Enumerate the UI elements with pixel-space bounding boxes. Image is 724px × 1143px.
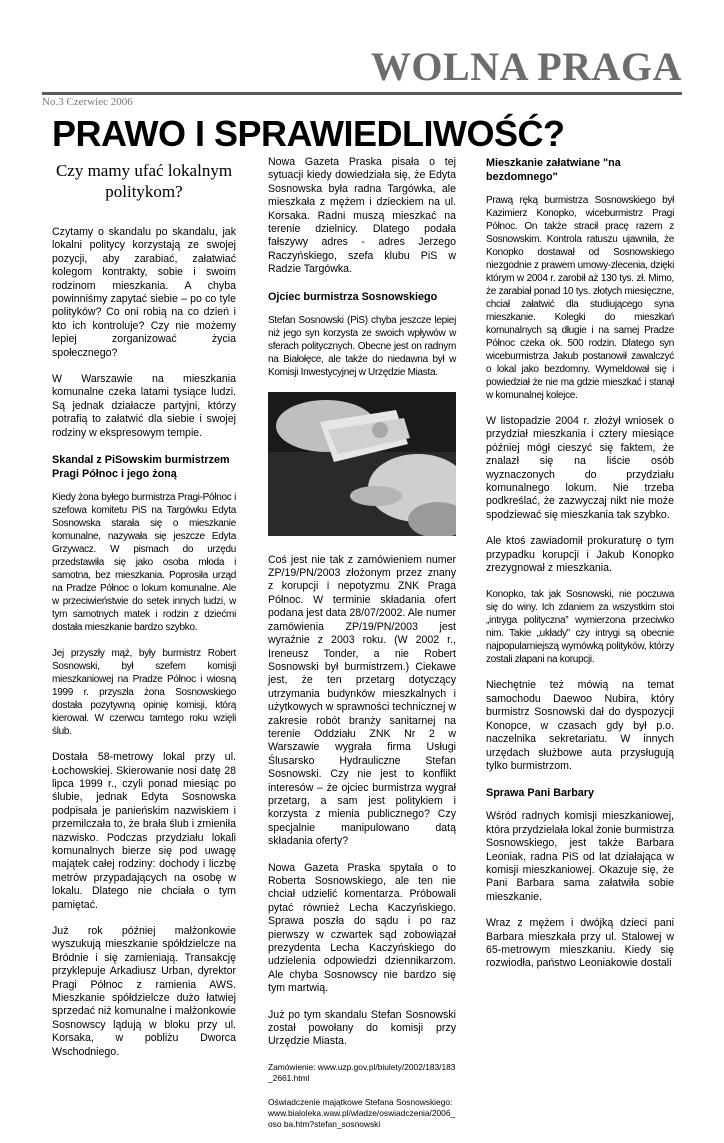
- paragraph: Ale ktoś zawiadomił prokuraturę o tym przypadku korupcji i Jakub Konopko zrezygnował z mieszkania.: [486, 535, 674, 575]
- column-1: [52, 160, 236, 1072]
- paragraph: W Warszawie na mieszkania komunalne czeka latami tysiące ludzi. Są jednak działacze partyjni, którzy potrafią to załatwić dla siebie i swojej rodziny w ekspresowym tempie.: [52, 373, 236, 439]
- fingers: [350, 486, 402, 506]
- masthead-rule: [42, 92, 682, 95]
- paragraph: Jej przyszły mąż, były burmistrz Robert Sosnowski, był szefem komisji mieszkaniowej na Pradze Północ i wiosną 1999 r. przyszła żona Sosnowskiego dostała pozytywną opinię komisji, którą kierował. W czerwcu tamtego roku wzięli ślub.: [52, 648, 236, 738]
- column-3: [486, 156, 674, 984]
- paragraph: Wraz z mężem i dwójką dzieci pani Barbara mieszkała przy ul. Stalowej w 65-metrowym mieszkaniu. Kiedy się rozwiodła, państwo Leoniakowie dostali: [486, 917, 674, 970]
- section-heading: Sprawa Pani Barbary: [486, 787, 595, 800]
- paragraph: Czytamy o skandalu po skandalu, jak lokalni politycy korzystają ze swojej pozycji, aby zarabiać, załatwiać kolegom kontrakty, sobie i swoim rodzinom mieszkania. A chyba powinniśmy zapytać siebie – po co tyle polityków? Co oni robią na co dzień i kto ich kontroluje? Czy nie możemy lepiej zorganizować życia społecznego?: [52, 226, 236, 359]
- paragraph: Już po tym skandalu Stefan Sosnowski został powołany do komisji przy Urzędzie Miasta.: [268, 1008, 456, 1048]
- kicker: Czy mamy ufać lokalnym politykom?: [55, 161, 233, 201]
- paragraph: Konopko, tak jak Sosnowski, nie poczuwa się do winy. Ich zdaniem za wszystkim stoi „intryga polityczna” wymierzona przeciwko nim. Takie „układy” czy intrygi są obecnie najpopularniejszą wymówką polityków, którzy zostali złapani na korupcji.: [486, 589, 674, 666]
- source-link: Oświadczenie majątkowe Stefana Sosnowskiego: www.bialoleka.waw.pl/wladze/oswiadczenia/2006_oso ba.htm?stefan_sosnowski: [268, 1096, 456, 1129]
- paragraph: Niechętnie też mówią na temat samochodu Daewoo Nubira, który burmistrz Sosnowski dał do dyspozycji Konopce, w czasach gdy był p.o. naczelnika sekretariatu. W innych urzędach służbowe auta przysługują tylko burmistrzom.: [486, 679, 674, 772]
- paragraph: Dostała 58-metrowy lokal przy ul. Łochowskiej. Skierowanie nosi datę 28 lipca 1999 r., czyli ponad miesiąc po ślubie, jednak Edyta Sosnowska podpisała je panieńskim nazwiskiem i przemilczała to, że brała ślub i zmieniła nazwisko. Podczas przydziału lokali komunalnych bierze się pod uwagę majątek całej rodziny: dochody i liczbę metrów przypadających na osobę w lokalu. Dlatego nie chciała o tym pamiętać.: [52, 751, 236, 911]
- section-heading: Skandal z PiSowskim burmistrzem Pragi Północ i jego żoną: [52, 454, 230, 481]
- banknote-seal: [372, 422, 388, 438]
- section-heading: Ojciec burmistrza Sosnowskiego: [268, 290, 438, 303]
- paragraph: Stefan Sosnowski (PiS) chyba jeszcze lepiej niż jego syn korzysta ze swoich wpływów w sferach politycznych. Obecne jest on radnym na Białołęce, ale także do niedawna był w Komisji Inwestycyjnej w Urzędzie Miasta.: [268, 314, 456, 378]
- paragraph: Wśród radnych komisji mieszkaniowej, która przydzielała lokal żonie burmistrza Sosnowskiego, jest także Barbara Leoniak, radna PiS od lat działająca w komisji mieszkaniowej. Okazuje się, że Pani Barbara sama załatwiła sobie mieszkanie.: [486, 810, 674, 903]
- paragraph: Kiedy żona byłego burmistrza Pragi-Północ i szefowa komitetu PiS na Targówku Edyta Sosnowska starała się o mieszkanie komunalne, nazywała się jeszcze Edyta Grzywacz. W pismach do urzędu przedstawiła się jako osoba młoda i samotna, bez mieszkania. Poprosiła urząd na Pradze Północ o lokum komunalne. Ale w przeciwieństwie do setek innych ludzi, w tym samotnych matek i rodzin z dziećmi dostała mieszkanie bardzo szybko.: [52, 492, 236, 634]
- paragraph: Coś jest nie tak z zamówieniem numer ZP/19/PN/2003 złożonym przez znany z korupcji i nepotyzmu ZNK Praga Północ. W terminie składania ofert podana jest data 28/07/2002. Ale numer zamówienia ZP/19/PN/2003 jest wyraźnie z 2003 roku. (W 2002 r., Ireneusz Tonder, a nie Robert Sosnowski był burmistrzem.) Ciekawe jest, że ten przetarg dotyczący utrzymania budynków mieszkalnych i użytkowych w sprawności technicznej w zakresie robót branży sanitarnej na terenie Oddziału ZNK Nr 2 w Warszawie wygrała firma Usługi Ślusarsko Hydrauliczne Stefan Sosnowski. Czy nie jest to konflikt interesów – że ojciec burmistrza wygrał przetarg, a sam jest politykiem i korzysta z mienia publicznego? Czy specjalnie manipulowano datą składania oferty?: [268, 553, 456, 848]
- paragraph: Nowa Gazeta Praska pisała o tej sytuacji kiedy dowiedziała się, że Edyta Sosnowska była radna Targówka, ale mieszkała z mężem i dzieckiem na ul. Korsaka. Radni muszą mieszkać na terenie dzielnicy. Dlatego podała fałszywy adres - adres Jerzego Raczyńskiego, szefa klubu PiS w Radzie Targówka.: [268, 156, 456, 276]
- page-headline: PRAWO I SPRAWIEDLIWOŚĆ?: [52, 113, 565, 154]
- source-link: Zamówienie: www.uzp.gov.pl/biulety/2002/183/183_2661.html: [268, 1061, 456, 1083]
- paragraph: Prawą ręką burmistrza Sosnowskiego był Kazimierz Konopko, wiceburmistrz Pragi Północ. On także stracił pracę razem z Sosnowskim. Kontrola ratuszu ujawniła, że Konopko dostawał od Sosnowskiego niezgodnie z prawem umowy-zlecenia, dzięki którym w 2004 r. zarobił aż 130 tys. zł. Mimo, że zarabiał ponad 10 tys. złotych miesięczne, chciał załatwić dla studiującego syna mieszkanie. Kolegki do mieszkań komunalnych są długie i na samej Pradze Północ czeka ok. 500 rodzin. Dlatego syn wiceburmistrza Jakub postanowił zawalczyć o lokal jako bezdomny. Wymeldował się i powiedział że nie ma gdzie mieszkać i stanął w komunalnej kolejce.: [486, 195, 674, 401]
- paragraph: W listopadzie 2004 r. złożył wniosek o przydział mieszkania i cztery miesiące później mógł cieszyć się faktem, że znalazł się na liście osób wyznaczonych do przydziału komunalnego lokum. Nie trzeba podkreślać, że zazwyczaj nikt nie może spodziewać się mieszkania tak szybko.: [486, 415, 674, 521]
- masthead: WOLNA PRAGA: [370, 44, 682, 89]
- paragraph: Już rok później małżonkowie wyszukują mieszkanie spółdzielcze na Bródnie i się zamieniają. Transakcję przyklepuje Arkadiusz Urban, dyrektor Pragi Północ z ramienia AWS. Mieszkanie spółdzielcze dużo łatwiej sprzedać niż komunalne i małżonkowie Sosnowscy lądują w bloku przy ul. Korsaka, w pobliżu Dworca Wschodniego.: [52, 924, 236, 1058]
- section-heading: Mieszkanie załatwiane "na bezdomnego": [486, 157, 621, 183]
- issue-date: No.3 Czerwiec 2006: [42, 96, 133, 108]
- paragraph: Nowa Gazeta Praska spytała o to Roberta Sosnowskiego, ale ten nie chciał udzielić komentarza. Próbowali pytać również Lecha Kaczyńskiego. Sprawa poszła do sądu i po raz pierwszy w czwartek sąd zobowiązał prezydenta Lecha Kaczyńskiego do udzielenia odpowiedzi dziennikarzom. Ale chyba Sosnowscy nie bardzo się tym martwią.: [268, 861, 456, 995]
- article-photo: [268, 392, 456, 536]
- column-2: [268, 156, 456, 1143]
